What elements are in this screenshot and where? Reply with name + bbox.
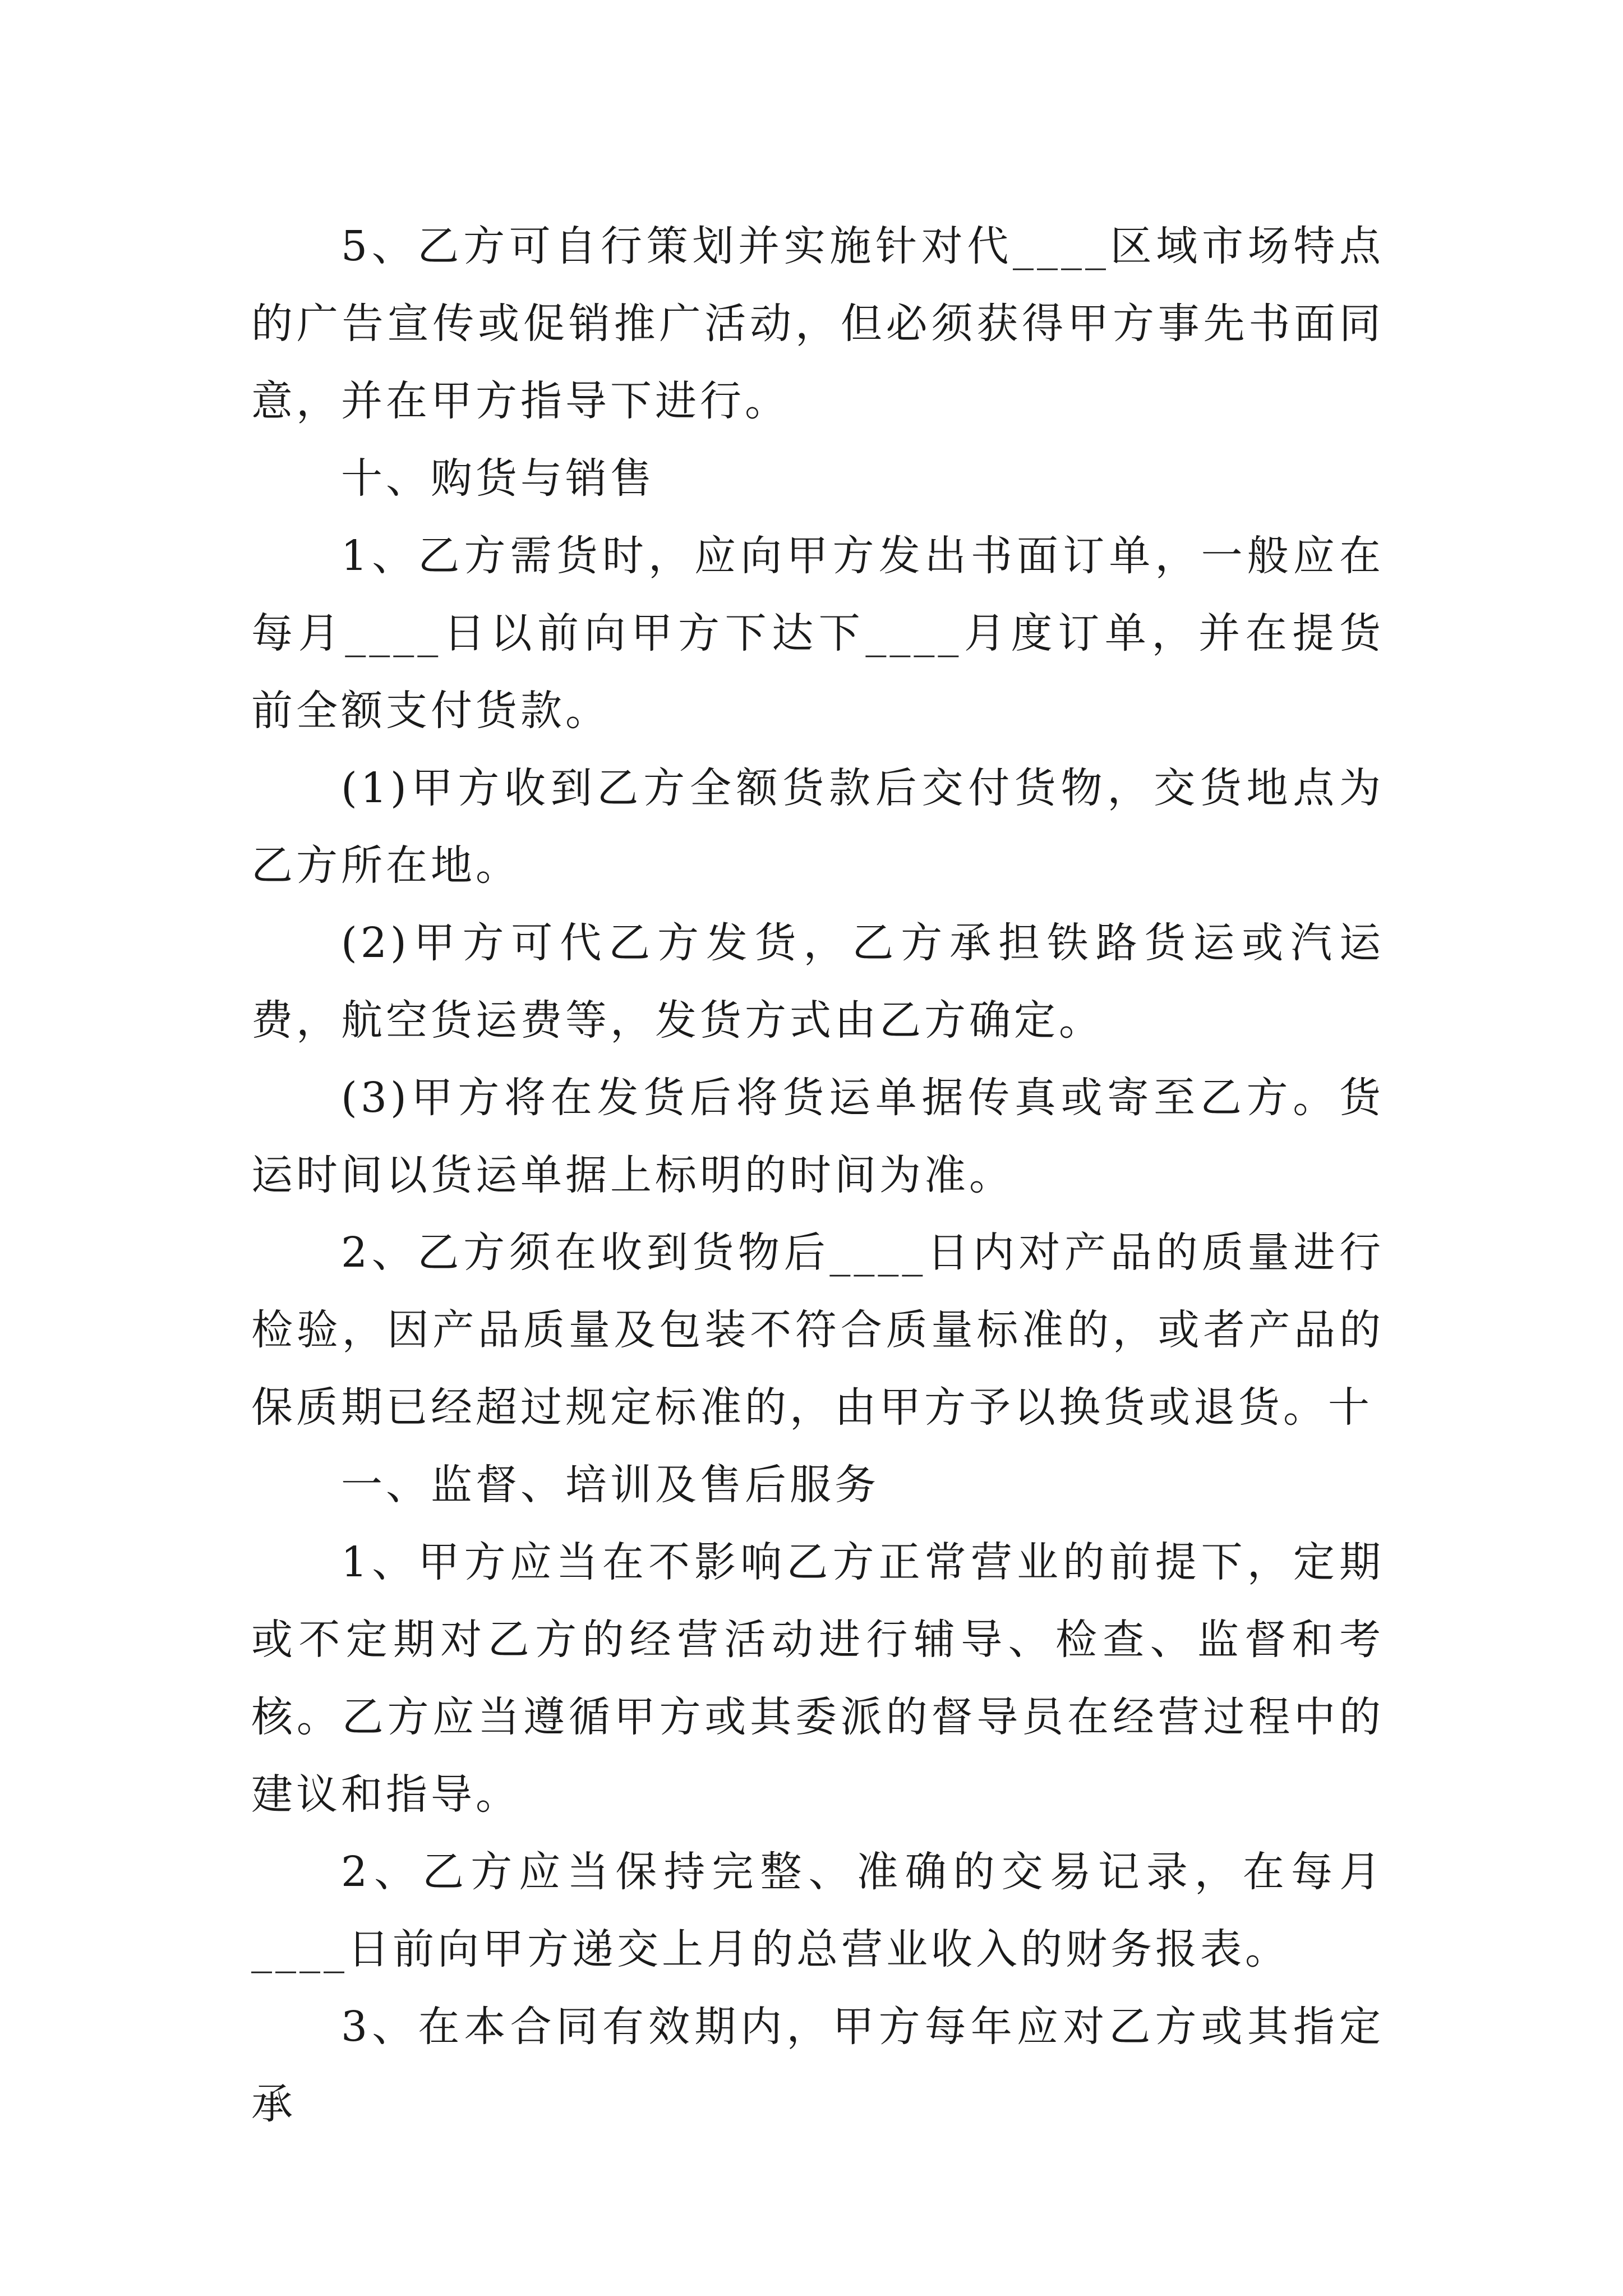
subclause-2-paragraph: (2)甲方可代乙方发货，乙方承担铁路货运或汽运费，航空货运费等，发货方式由乙方确定。 [251,919,1384,1045]
document-body [251,208,1384,2143]
clause-5-paragraph: 5、乙方可自行策划并实施针对代____区域市场特点的广告宣传或促销推广活动，但必须获得甲方事先书面同意，并在甲方指导下进行。 [251,222,1384,425]
clause-1-supervision-paragraph: 1、甲方应当在不影响乙方正常营业的前提下，定期或不定期对乙方的经营活动进行辅导、检查、监督和考核。乙方应当遵循甲方或其委派的督导员在经营过程中的建议和指导。 [251,1538,1384,1819]
clause-2-records-paragraph: 2、乙方应当保持完整、准确的交易记录，在每月____日前向甲方递交上月的总营业收入的财务报表。 [251,1848,1384,1973]
clause-1-paragraph: 1、乙方需货时，应向甲方发出书面订单，一般应在每月____日以前向甲方下达下____月度订单，并在提货前全额支付货款。 [251,532,1384,735]
clause-2-paragraph: 2、乙方须在收到货物后____日内对产品的质量进行检验，因产品质量及包装不符合质量标准的，或者产品的保质期已经超过规定标准的，由甲方予以换货或退货。十 [251,1228,1384,1432]
subclause-3-paragraph: (3)甲方将在发货后将货运单据传真或寄至乙方。货运时间以货运单据上标明的时间为准。 [251,1074,1384,1199]
section-11-heading: 一、监督、培训及售后服务 [341,1461,879,1509]
subclause-1-paragraph: (1)甲方收到乙方全额货款后交付货物，交货地点为乙方所在地。 [251,764,1384,890]
clause-3-training-paragraph: 3、在本合同有效期内，甲方每年应对乙方或其指定承 [251,2003,1384,2128]
section-10-heading: 十、购货与销售 [341,454,655,503]
